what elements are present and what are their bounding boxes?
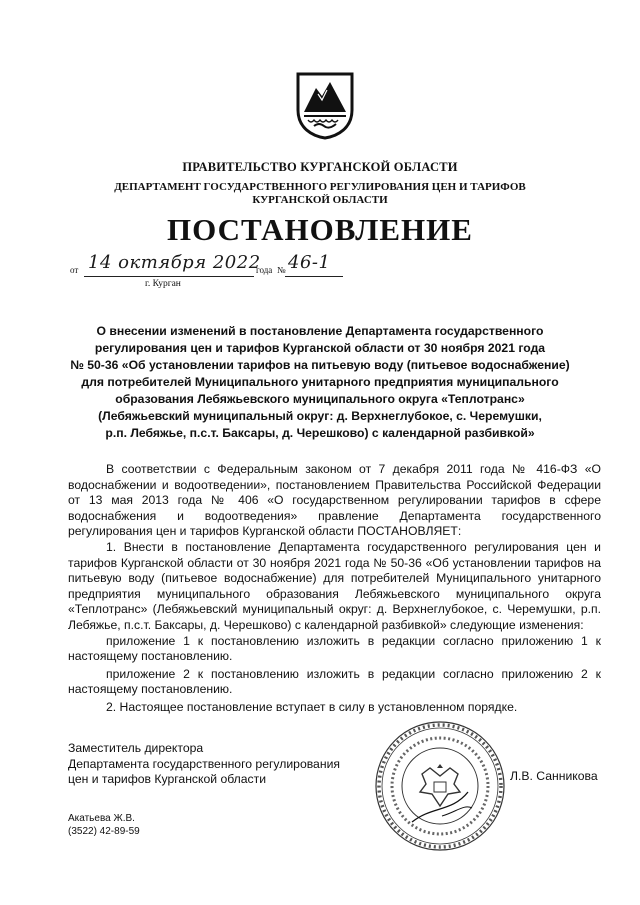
signer-position-line: Департамента государственного регулирования: [68, 756, 340, 771]
signer-position-line: цен и тарифов Курганской области: [68, 772, 267, 787]
document-type: ПОСТАНОВЛЕНИЕ: [167, 212, 473, 247]
year-label: года: [256, 265, 273, 275]
signer-name: Л.В. Санникова: [510, 769, 598, 783]
signer-position-line: Заместитель директора: [68, 741, 204, 755]
handwritten-date: 14 октября 2022: [88, 252, 261, 273]
executor-name: Акатьева Ж.В.: [68, 813, 135, 824]
number-label: №: [277, 265, 286, 275]
department-title-line: КУРГАНСКОЙ ОБЛАСТИ: [252, 194, 388, 206]
department-title: [100, 181, 540, 207]
document-subject: [70, 323, 570, 442]
executor-phone: (3522) 42-89-59: [68, 826, 140, 837]
executor-block: [68, 812, 140, 838]
subject-line: для потребителей Муниципального унитарного предприятия муниципального: [81, 375, 559, 389]
body-paragraph-appendix-2: приложение 2 к постановлению изложить в редакции согласно приложению 2 к настоящему постановлению.: [68, 666, 601, 697]
number-underline: [285, 276, 343, 277]
department-title-line: ДЕПАРТАМЕНТ ГОСУДАРСТВЕННОГО РЕГУЛИРОВАНИЯ ЦЕН И ТАРИФОВ: [114, 181, 526, 193]
subject-line: № 50-36 «Об установлении тарифов на питьевую воду (питьевое водоснабжение): [70, 358, 570, 372]
subject-line: регулирования цен и тарифов Курганской области от 30 ноября 2021 года: [94, 341, 546, 355]
subject-line: р.п. Лебяжье, п.с.т. Баксары, д. Черешково) с календарной разбивкой»: [105, 426, 535, 440]
document-body: [68, 462, 601, 716]
government-title: ПРАВИТЕЛЬСТВО КУРГАНСКОЙ ОБЛАСТИ: [182, 160, 458, 174]
body-paragraph-preamble: В соответствии с Федеральным законом от 7 декабря 2011 года № 416-ФЗ «О водоснабжении и водоотведении», постановлением Правительства Российской Федерации от 13 мая 2013 года № 406 «О государственном регулировании тарифов в сфере водоснабжения и водоотведения» правление Департамента государственного регулирования цен и тарифов Курганской области ПОСТАНОВЛЯЕТ:: [68, 462, 601, 539]
date-underline: [84, 276, 254, 277]
date-number-line: [70, 252, 370, 280]
body-paragraph-appendix-1: приложение 1 к постановлению изложить в редакции согласно приложению 1 к настоящему постановлению.: [68, 633, 601, 664]
city-label: г. Курган: [145, 279, 181, 289]
subject-line: О внесении изменений в постановление Департамента государственного: [96, 324, 544, 338]
body-paragraph-item-2: 2. Настоящее постановление вступает в силу в установленном порядке.: [106, 699, 518, 714]
subject-line: образования Лебяжьевского муниципального округа «Теплотранс»: [115, 392, 525, 406]
coat-of-arms-icon: [294, 70, 356, 140]
official-seal-icon: [372, 718, 508, 854]
signature-block: [68, 741, 340, 788]
subject-line: (Лебяжьевский муниципальный округ: д. Верхнеглубокое, с. Черемушки,: [98, 409, 542, 423]
body-paragraph-item-1: 1. Внести в постановление Департамента государственного регулирования цен и тарифов Курганской области от 30 ноября 2021 года № 50-36 «Об установлении тарифов на питьевую воду (питьевое водоснабжение) для потребителей Муниципального унитарного предприятия муниципального образования Лебяжьевского муниципального округа «Теплотранс» (Лебяжьевский муниципальный округ: д. Верхнеглубокое, с. Черемушки, р.п. Лебяжье, п.с.т. Баксары, д. Черешково) с календарной разбивкой» следующие изменения:: [68, 539, 601, 632]
from-label: от: [70, 265, 79, 275]
handwritten-number: 46-1: [288, 252, 331, 273]
